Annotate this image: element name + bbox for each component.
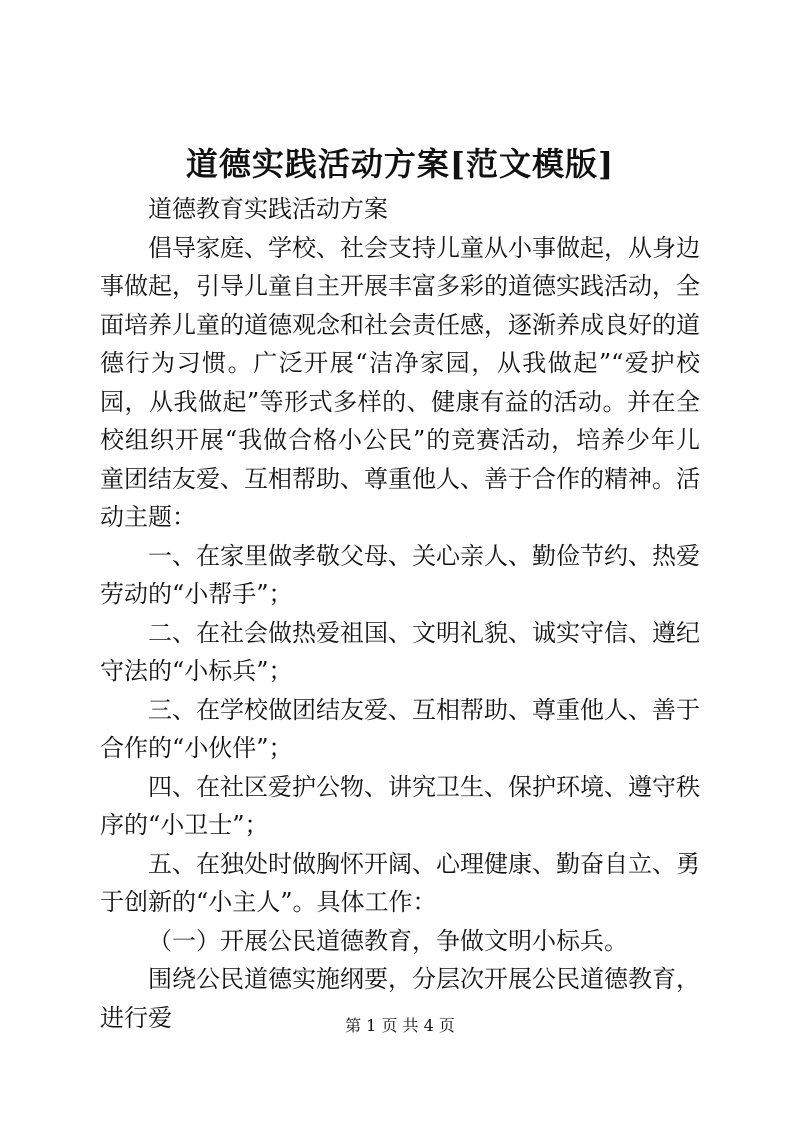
paragraph: 五、在独处时做胸怀开阔、心理健康、勤奋自立、勇于创新的“小主人”。具体工作： [100, 849, 700, 916]
document-body [100, 190, 700, 1037]
paragraph: （一）开展公民道德教育，争做文明小标兵。 [148, 926, 628, 955]
paragraph: 三、在学校做团结友爱、互相帮助、尊重他人、善于合作的“小伙伴”； [100, 695, 700, 762]
page-footer: 第 1 页 共 4 页 [345, 1016, 455, 1035]
paragraph: 倡导家庭、学校、社会支持儿童从小事做起，从身边事做起，引导儿童自主开展丰富多彩的道德实践活动，全面培养儿童的道德观念和社会责任感，逐渐养成良好的道德行为习惯。广泛开展“洁净家园，从我做起”“爱护校园，从我做起”等形式多样的、健康有益的活动。并在全校组织开展“我做合格小公民”的竞赛活动，培养少年儿童团结友爱、互相帮助、尊重他人、善于合作的精神。活动主题： [100, 233, 700, 531]
document-subtitle: 道德教育实践活动方案 [148, 195, 388, 223]
paragraph: 四、在社区爱护公物、讲究卫生、保护环境、遵守秩序的“小卫士”； [100, 772, 700, 839]
document-title: 道德实践活动方案[范文模版] [185, 145, 615, 183]
paragraph: 围绕公民道德实施纲要，分层次开展公民道德教育，进行爱 [100, 965, 700, 1032]
paragraph: 二、在社会做热爱祖国、文明礼貌、诚实守信、遵纪守法的“小标兵”； [100, 618, 700, 685]
paragraph: 一、在家里做孝敬父母、关心亲人、勤俭节约、热爱劳动的“小帮手”； [100, 541, 700, 608]
